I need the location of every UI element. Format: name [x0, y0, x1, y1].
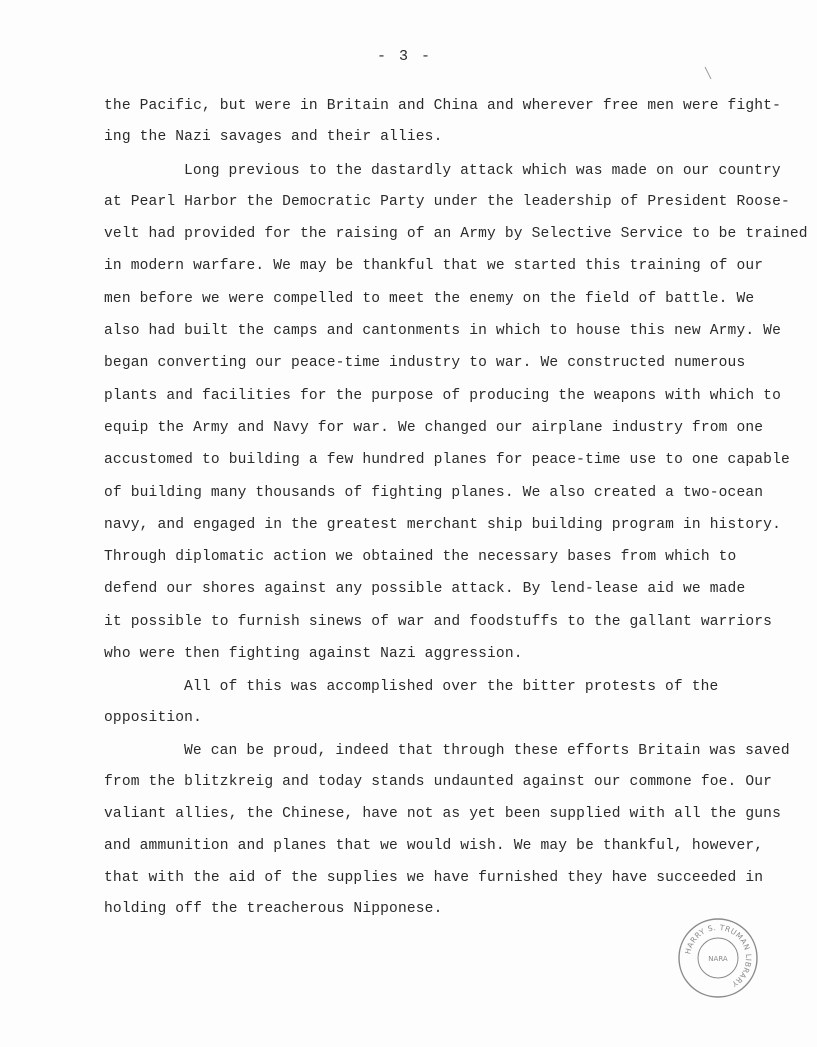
- text-line: from the blitzkreig and today stands undaunted against our commone foe. Our: [104, 774, 773, 790]
- text-line: men before we were compelled to meet the enemy on the field of battle. We: [104, 291, 755, 307]
- text-line: who were then fighting against Nazi aggression.: [104, 646, 523, 662]
- text-line: Long previous to the dastardly attack which was made on our country: [184, 163, 781, 179]
- library-seal-icon: [676, 916, 760, 1000]
- text-line: We can be proud, indeed that through these efforts Britain was saved: [184, 743, 790, 759]
- text-line: valiant allies, the Chinese, have not as yet been supplied with all the guns: [104, 806, 781, 822]
- text-line: defend our shores against any possible attack. By lend-lease aid we made: [104, 581, 746, 597]
- svg-text:NARA: NARA: [708, 955, 728, 963]
- text-line: navy, and engaged in the greatest merchant ship building program in history.: [104, 517, 781, 533]
- stray-mark: [703, 66, 713, 80]
- text-line: Through diplomatic action we obtained the necessary bases from which to: [104, 549, 737, 565]
- text-line: also had built the camps and cantonments in which to house this new Army. We: [104, 323, 781, 339]
- text-line: of building many thousands of fighting planes. We also created a two-ocean: [104, 485, 764, 501]
- text-line: accustomed to building a few hundred planes for peace-time use to one capable: [104, 452, 790, 468]
- text-line: plants and facilities for the purpose of producing the weapons with which to: [104, 388, 781, 404]
- text-line: holding off the treacherous Nipponese.: [104, 901, 443, 917]
- text-line: velt had provided for the raising of an Army by Selective Service to be trained: [104, 226, 808, 242]
- text-line: opposition.: [104, 710, 202, 726]
- text-line: began converting our peace-time industry to war. We constructed numerous: [104, 355, 746, 371]
- page-number: - 3 -: [376, 48, 432, 65]
- text-line: at Pearl Harbor the Democratic Party under the leadership of President Roose-: [104, 194, 790, 210]
- svg-text:HARRY S. TRUMAN LIBRARY: HARRY S. TRUMAN LIBRARY: [683, 922, 754, 989]
- text-line: and ammunition and planes that we would wish. We may be thankful, however,: [104, 838, 764, 854]
- text-line: that with the aid of the supplies we have furnished they have succeeded in: [104, 870, 764, 886]
- text-line: in modern warfare. We may be thankful that we started this training of our: [104, 258, 764, 274]
- text-line: ing the Nazi savages and their allies.: [104, 129, 443, 145]
- text-line: the Pacific, but were in Britain and China and wherever free men were fight-: [104, 98, 781, 114]
- text-line: equip the Army and Navy for war. We changed our airplane industry from one: [104, 420, 764, 436]
- text-line: it possible to furnish sinews of war and foodstuffs to the gallant warriors: [104, 614, 773, 630]
- text-line: All of this was accomplished over the bitter protests of the: [184, 679, 719, 695]
- library-stamp: [676, 916, 760, 1000]
